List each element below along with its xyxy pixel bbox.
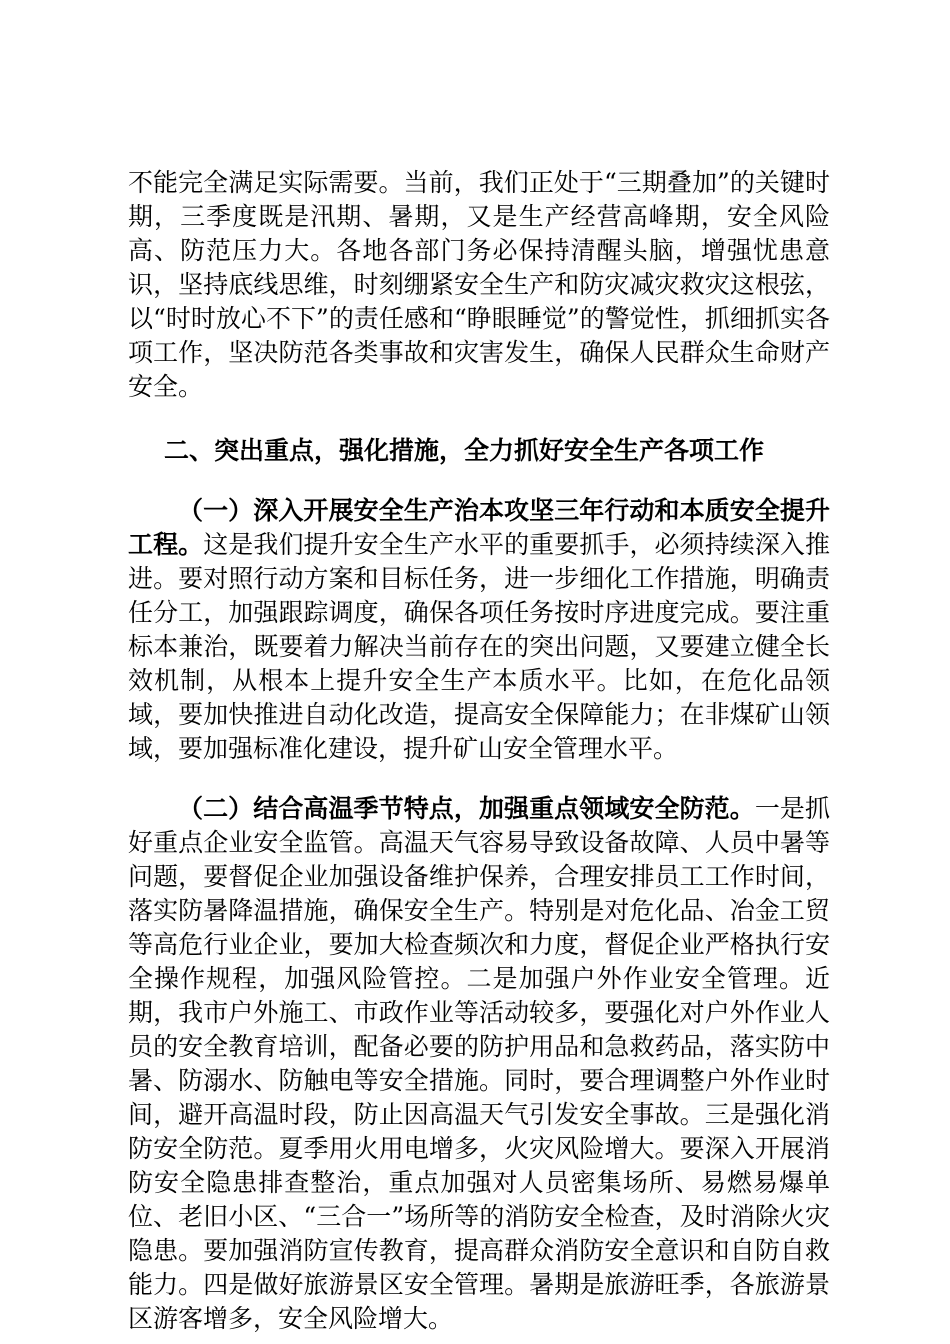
subsection-title: （二）结合高温季节特点，加强重点领域安全防范。: [178, 794, 755, 823]
subsection-title: （一）深入开展安全生产治本攻坚三年行动和本质安全提升工程。: [128, 496, 830, 559]
subsection-body: 这是我们提升安全生产水平的重要抓手，必须持续深入推进。要对照行动方案和目标任务，进一步细化工作措施，明确责任分工，加强跟踪调度，确保各项任务按时序进度完成。要注重标本兼治，既要着力解决当前存在的突出问题，又要建立健全长效机制，从根本上提升安全生产本质水平。比如，在危化品领域，要加快推进自动化改造，提高安全保障能力；在非煤矿山领域，要加强标准化建设，提升矿山安全管理水平。: [128, 530, 830, 763]
subsection-paragraph-1: [128, 494, 830, 766]
section-heading: 二、突出重点，强化措施，全力抓好安全生产各项工作: [164, 436, 765, 465]
subsection-paragraph-2: [128, 792, 830, 1336]
body-paragraph: 不能完全满足实际需要。当前，我们正处于“三期叠加”的关键时期，三季度既是汛期、暑期，又是生产经营高峰期，安全风险高、防范压力大。各地各部门务必保持清醒头脑，增强忧患意识，坚持底线思维，时刻绷紧安全生产和防灾减灾救灾这根弦，以“时时放心不下”的责任感和“睁眼睡觉”的警觉性，抓细抓实各项工作，坚决防范各类事故和灾害发生，确保人民群众生命财产安全。: [128, 168, 830, 401]
document-page: [128, 166, 830, 1336]
subsection-body: 一是抓好重点企业安全监管。高温天气容易导致设备故障、人员中暑等问题，要督促企业加强设备维护保养，合理安排员工工作时间，落实防暑降温措施，确保安全生产。特别是对危化品、冶金工贸等高危行业企业，要加大检查频次和力度，督促企业严格执行安全操作规程，加强风险管控。二是加强户外作业安全管理。近期，我市户外施工、市政作业等活动较多，要强化对户外作业人员的安全教育培训，配备必要的防护用品和急救药品，落实防中暑、防溺水、防触电等安全措施。同时，要合理调整户外作业时间，避开高温时段，防止因高温天气引发安全事故。三是强化消防安全防范。夏季用火用电增多，火灾风险增大。要深入开展消防安全隐患排查整治，重点加强对人员密集场所、易燃易爆单位、老旧小区、“三合一”场所等的消防安全检查，及时消除火灾隐患。要加强消防宣传教育，提高群众消防安全意识和自防自救能力。四是做好旅游景区安全管理。暑期是旅游旺季，各旅游景区游客增多，安全风险增大。: [128, 794, 830, 1333]
